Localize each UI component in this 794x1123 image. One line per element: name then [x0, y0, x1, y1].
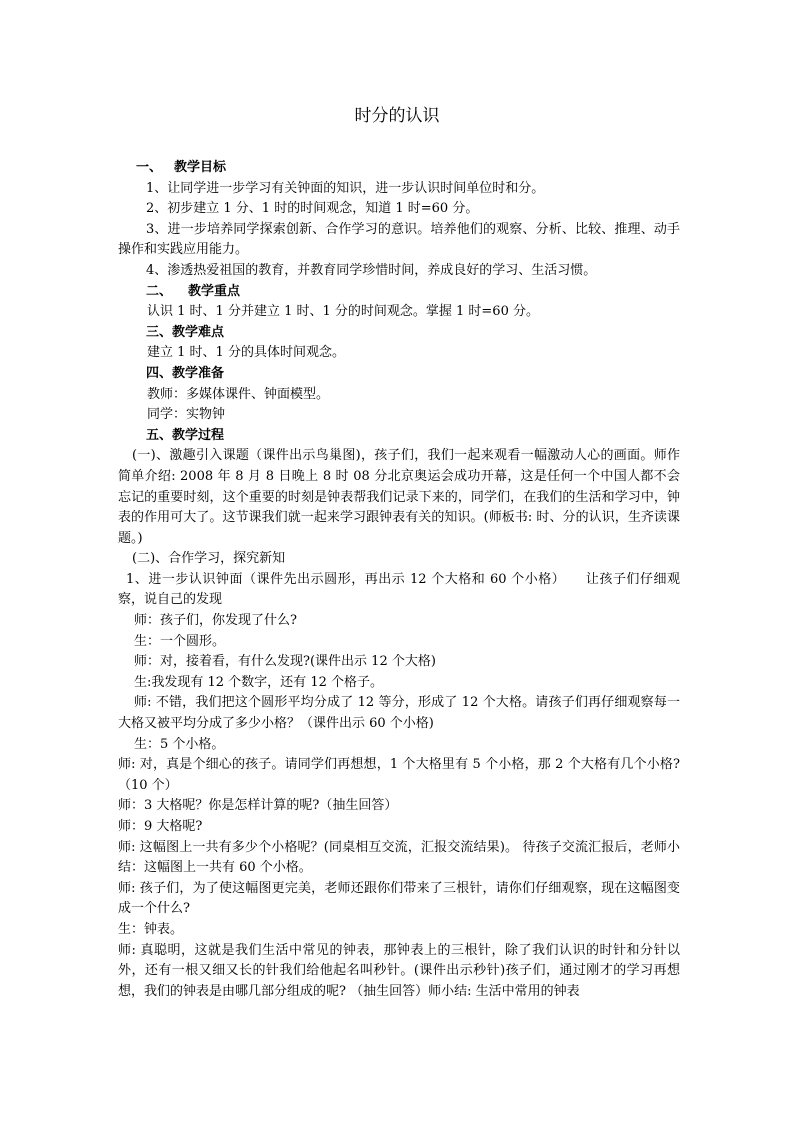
document-title: 时分的认识	[354, 106, 440, 126]
goal-item: 3、进一步培养同学探索创新、合作学习的意识。培养他们的观察、分析、比较、推理、动手操作和实践应用能力。	[118, 221, 680, 258]
section-number: 二、	[146, 283, 173, 299]
section-label: 教学目标	[174, 160, 227, 175]
process-paragraph: 师: 不错，我们把这个圆形平均分成了 12 等分，形成了 12 个大格。请孩子们再仔细观察每一大格又被平均分成了多少小格？（课件出示 60 个小格)	[118, 695, 680, 732]
section-heading-goals	[118, 158, 680, 179]
process-paragraph: 师：孩子们，你发现了什么?	[134, 613, 297, 629]
section-heading-process: 五、教学过程	[146, 427, 225, 443]
process-paragraph: 师：3 大格呢？你是怎样计算的呢?（抽生回答）	[118, 798, 398, 814]
process-paragraph: 1、进一步认识钟面（课件先出示圆形，再出示 12 个大格和 60 个小格） 让孩子们仔细观察，说自己的发现	[118, 571, 680, 608]
process-paragraph: 师: 真聪明，这就是我们生活中常见的钟表，那钟表上的三根针，除了我们认识的时针和分针以外，还有一根又细又长的针我们给他起名叫秒针。(课件出示秒针)孩子们，通过刚才的学习再想想，我们的钟表是由哪几部分组成的呢? （抽生回答）师小结: 生活中常用的钟表	[118, 942, 680, 999]
section-label: 教学重点	[188, 283, 241, 299]
process-paragraph: 师: 这幅图上一共有多少个小格呢？(同桌相互交流，汇报交流结果)。 待孩子交流汇报后，老师小结：这幅图上一共有 60 个小格。	[118, 839, 680, 876]
process-paragraph: 生：一个圆形。	[134, 633, 226, 649]
section-heading-key-point	[118, 282, 680, 303]
process-paragraph: 师：对，接着看，有什么发现?(课件出示 12 个大格)	[134, 654, 436, 670]
prep-item: 同学：实物钟	[147, 407, 226, 423]
process-paragraph: (一)、激趣引入课题（课件出示鸟巢图)，孩子们，我们一起来观看一幅激动人心的画面。师作简单介绍: 2008 年 8 月 8 日晚上 8 时 08 分北京奥运会成功开幕，这是任何一个中国人都不会忘记的重要时刻，这个重要的时刻是钟表帮我们记录下来的，同学们，在我们的生活和学习中，钟表的作用可大了。这节课我们就一起来学习跟钟表有关的知识。(师板书: 时、分的认识，生齐读课题。)	[118, 448, 680, 546]
goal-item: 1、让同学进一步学习有关钟面的知识，进一步认识时间单位时和分。	[146, 180, 545, 196]
process-paragraph: 师: 孩子们，为了使这幅图更完美，老师还跟你们带来了三根针，请你们仔细观察，现在这幅图变成一个什么?	[118, 880, 680, 917]
process-paragraph: 生：5 个小格。	[134, 736, 225, 752]
section-heading-prep: 四、教学准备	[146, 365, 225, 381]
key-point-text: 认识 1 时、1 分并建立 1 时、1 分的时间观念。掌握 1 时=60 分。	[147, 304, 539, 320]
goal-item: 2、初步建立 1 分、1 时的时间观念，知道 1 时=60 分。	[146, 201, 479, 217]
process-paragraph: 师: 对，真是个细心的孩子。请同学们再想想，1 个大格里有 5 个小格，那 2 个大格有几个小格?（10 个）	[118, 757, 680, 793]
process-paragraph: 生：钟表。	[118, 921, 184, 937]
difficulty-text: 建立 1 时、1 分的具体时间观念。	[147, 345, 345, 361]
process-paragraph: 师：9 大格呢?	[118, 819, 203, 834]
document-body	[118, 158, 680, 1002]
process-paragraph: 生:我发现有 12 个数字，还有 12 个格子。	[134, 674, 383, 690]
section-heading-difficulty: 三、教学难点	[146, 324, 225, 340]
section-number: 一、	[136, 160, 163, 175]
process-paragraph: (二)、合作学习，探究新知	[132, 551, 286, 567]
goal-item: 4、渗透热爱祖国的教育，并教育同学珍惜时间，养成良好的学习、生活习惯。	[146, 262, 597, 278]
prep-item: 教师：多媒体课件、钟面模型。	[147, 386, 330, 402]
